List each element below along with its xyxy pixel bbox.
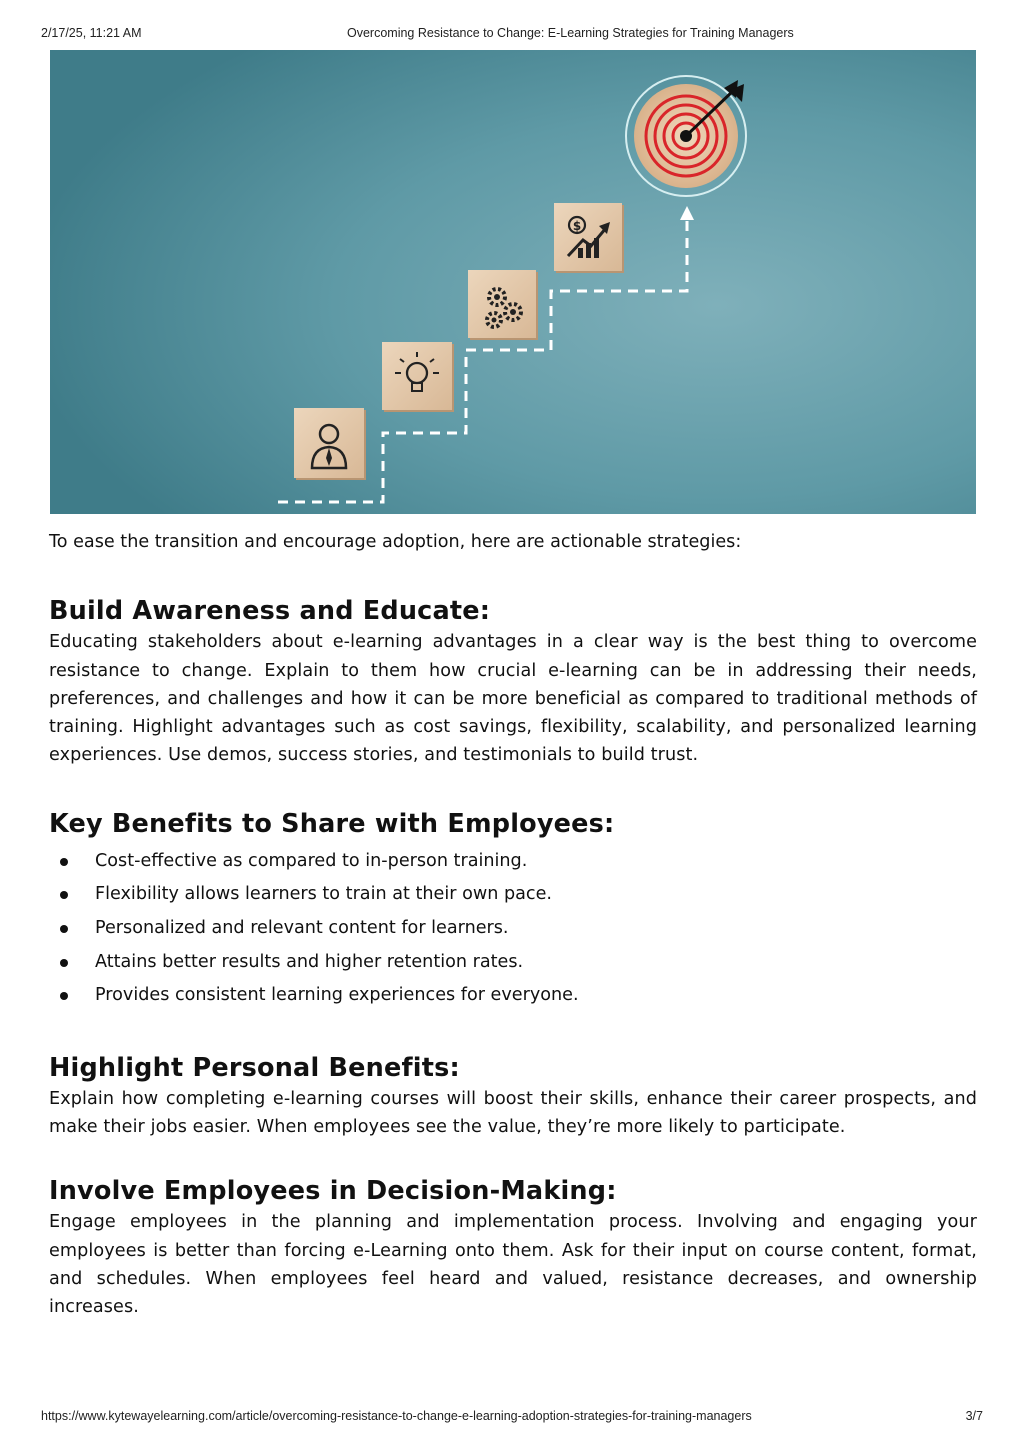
bullet-icon <box>60 891 68 899</box>
list-item <box>49 946 977 980</box>
benefits-list <box>49 845 977 1013</box>
target-dartboard-icon <box>626 76 746 196</box>
list-item <box>49 979 977 1013</box>
list-item <box>49 845 977 879</box>
list-item-text: Cost-effective as compared to in-person training. <box>95 850 528 871</box>
page-number: 3/7 <box>965 1409 983 1423</box>
print-page-title: Overcoming Resistance to Change: E-Learning Strategies for Training Managers <box>347 26 794 40</box>
intro-paragraph: To ease the transition and encourage adoption, here are actionable strategies: <box>49 532 742 552</box>
print-footer <box>41 1409 983 1425</box>
section-body-involve: Engage employees in the planning and implementation process. Involving and engaging your employees is better than forcing e-Learning onto them. Ask for their input on course content, format, and schedules. When employees feel heard and valued, resistance decreases, and ownership increases. <box>49 1212 977 1318</box>
bullet-icon <box>60 925 68 933</box>
section-body-personal: Explain how completing e-learning courses will boost their skills, enhance their career prospects, and make their jobs easier. When employees see the value, they’re more likely to participate. <box>49 1088 977 1138</box>
svg-text:$: $ <box>572 219 582 233</box>
bullet-icon <box>60 992 68 1000</box>
section-heading-involve: Involve Employees in Decision-Making: <box>49 1176 617 1207</box>
list-item-text: Provides consistent learning experiences for everyone. <box>95 985 579 1006</box>
dollar-growth-chart-icon <box>554 203 624 273</box>
gears-icon <box>468 270 538 340</box>
print-date: 2/17/25, 11:21 AM <box>41 26 142 40</box>
section-heading-personal: Highlight Personal Benefits: <box>49 1052 460 1083</box>
list-item-text: Flexibility allows learners to train at their own pace. <box>95 884 553 905</box>
list-item-text: Personalized and relevant content for learners. <box>95 917 509 938</box>
section-heading-benefits: Key Benefits to Share with Employees: <box>49 808 615 839</box>
print-header <box>41 26 983 42</box>
person-icon <box>294 408 366 480</box>
list-item <box>49 878 977 912</box>
lightbulb-icon <box>382 342 454 412</box>
list-item <box>49 912 977 946</box>
bullet-icon <box>60 858 68 866</box>
list-item-text: Attains better results and higher retention rates. <box>95 951 524 972</box>
bullet-icon <box>60 959 68 967</box>
page-url: https://www.kytewayelearning.com/article/overcoming-resistance-to-change-e-learning-adoption-strategies-for-training-managers <box>41 1409 752 1423</box>
article-content <box>49 528 977 1322</box>
section-heading-awareness: Build Awareness and Educate: <box>49 596 491 627</box>
hero-image <box>50 50 976 514</box>
section-body-awareness: Educating stakeholders about e-learning advantages in a clear way is the best thing to overcome resistance to change. Explain to them how crucial e-learning can be in addressing their needs, preferences, and challenges and how it can be more beneficial as compared to traditional methods of training. Highlight advantages such as cost savings, flexibility, scalability, and personalized learning experiences. Use demos, success stories, and testimonials to build trust. <box>49 632 977 766</box>
